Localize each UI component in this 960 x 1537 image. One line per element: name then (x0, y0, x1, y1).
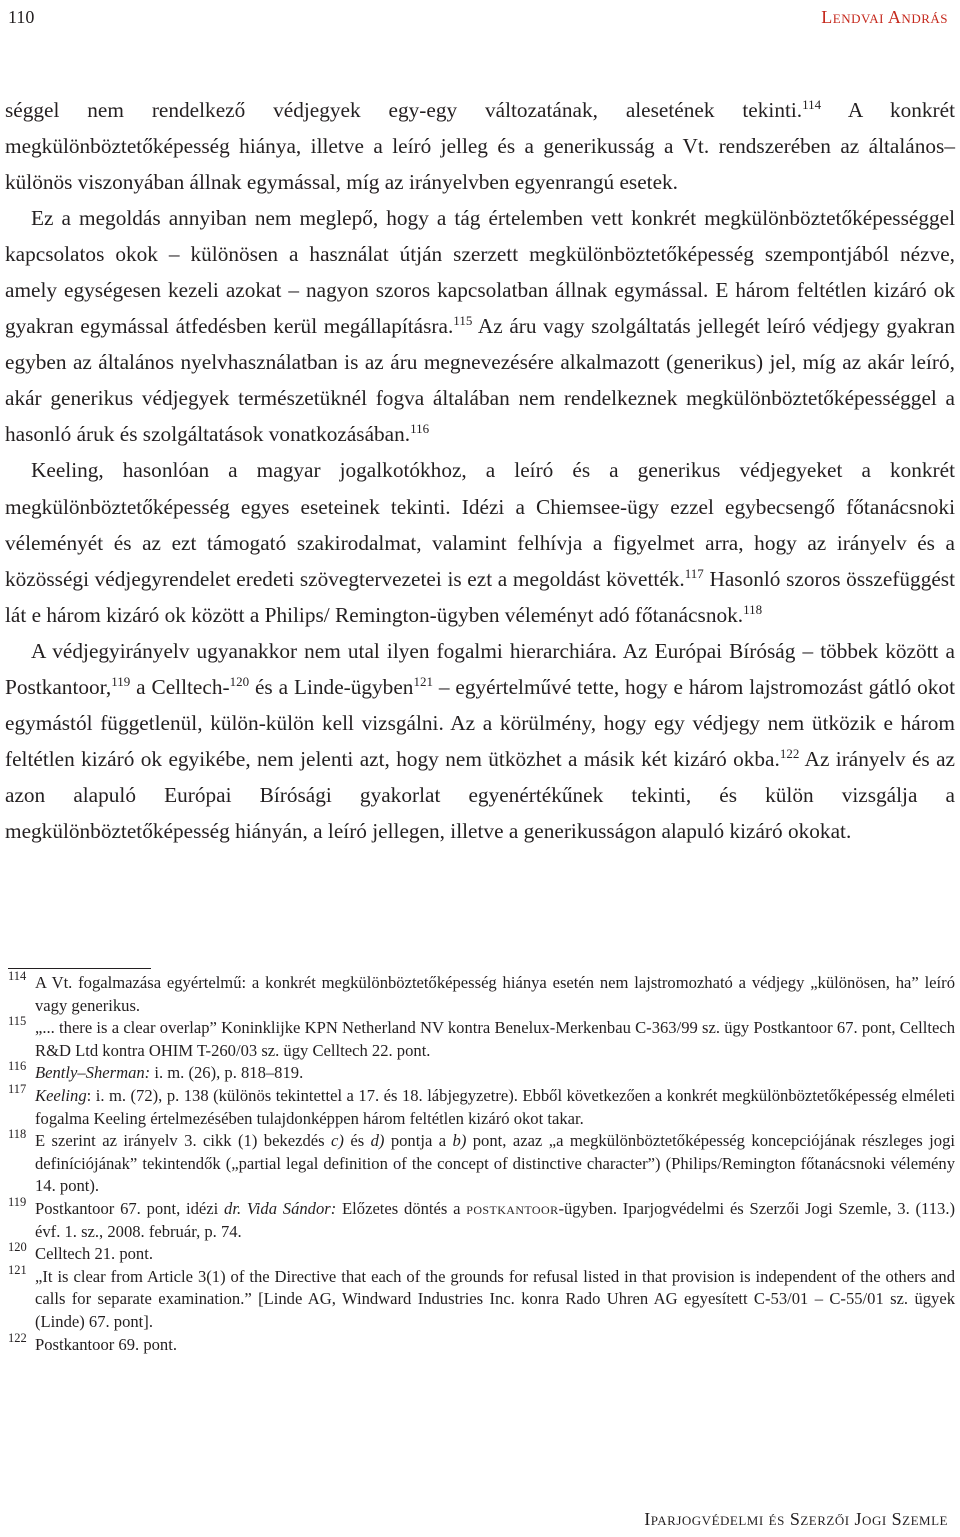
footnote-text: Előzetes döntés a (336, 1198, 467, 1218)
footnote-120 (8, 1240, 955, 1266)
footnote-italic: Bently–Sherman: (35, 1063, 151, 1083)
footnote-122 (8, 1330, 955, 1357)
footnote-number: 120 (8, 1240, 27, 1255)
footnote-ref: 116 (410, 421, 430, 437)
paragraph-text: A konkrét megkülönböztetőképesség hiánya, illetve a leíró jelleg és a generikusság a Vt. rendszerében az általános–különös viszonyában állnak egymással, míg az irányelvben egyenrangú esetek. (5, 98, 956, 195)
footnote-text: „It is clear from Article 3(1) of the Directive that each of the grounds for refusal listed in that provision is independent of the others and calls for separate examination.” [Linde AG, Windward Industries Inc. konra Rado Uhren AG egyesített C-53/01 – C-55/01 sz. ügyek (Linde) 67. pont]. (35, 1266, 955, 1331)
running-head-author: Lendvai András (821, 7, 948, 27)
footnote-115 (8, 1014, 955, 1062)
footnote-italic: b) (452, 1131, 467, 1151)
footnote-118 (8, 1127, 955, 1198)
paragraph-text: séggel nem rendelkező védjegyek egy-egy változatának, alesetének tekinti. (5, 98, 803, 122)
footnote-text: Postkantoor 67. pont, idézi (35, 1198, 225, 1218)
footnote-text: Postkantoor 69. pont. (35, 1334, 177, 1354)
paragraph-4 (5, 633, 955, 849)
footnote-divider (8, 968, 151, 969)
footnote-text: pont, azaz „a megkülönböztetőképesség koncepciójának részleges jogi definíciójának” tekintendők („partial legal definition of the concept of distinctive character”) (Philips/Remington főtanácsnoki vélemény 14. pont). (35, 1131, 955, 1196)
running-foot (8, 1506, 952, 1532)
paragraph-text: A védjegyirányelv ugyanakkor nem utal ilyen fogalmi hierarchiára. Az Európai Bíróság – többek között a Postkantoor, (5, 638, 955, 699)
footnote-number: 122 (8, 1330, 27, 1345)
footnote-number: 121 (8, 1262, 27, 1277)
running-head (8, 4, 952, 30)
footnote-116 (8, 1059, 955, 1085)
footnote-117 (8, 1081, 955, 1130)
footnote-italic: d) (370, 1131, 385, 1151)
footnote-number: 115 (8, 1014, 27, 1029)
paragraph-3 (5, 452, 955, 632)
footnote-ref: 120 (229, 673, 250, 689)
journal-title: Iparjogvédelmi és Szerzői Jogi Szemle (644, 1509, 948, 1529)
paragraph-text: – egyértelművé tette, hogy e három lajstromozást gátló okot egymástól függetlenül, külön-külön kell vizsgálni. Az a körülmény, hogy egy védjegy nem ütközik e három feltétlen kizáró ok egyikébe, nem jelenti azt, hogy nem ütközhet a másik két kizáró okba. (5, 674, 955, 771)
footnote-ref: 122 (779, 745, 800, 761)
footnote-ref: 117 (684, 565, 704, 581)
footnote-number: 116 (8, 1059, 27, 1074)
footnote-ref: 118 (743, 601, 763, 617)
footnote-text: : i. m. (72), p. 138 (különös tekintettel a 17. és 18. lábjegyzetre). Ebből következően a konkrét megkülönböztetőképesség elméleti fogalma Keeling értelmezésében tulajdonképpen három feltétlen kizáró okot takar. (35, 1085, 955, 1128)
footnote-number: 119 (8, 1194, 27, 1209)
footnote-ref: 115 (453, 313, 473, 329)
body-text (5, 92, 955, 849)
footnote-ref: 114 (802, 97, 822, 112)
paragraph-text: a Celltech- (130, 674, 230, 699)
footnote-text: Celltech 21. pont. (35, 1244, 153, 1264)
footnote-text: E szerint az irányelv 3. cikk (1) bekezdés (35, 1131, 331, 1151)
paragraph-text: Hasonló szoros összefüggést lát e három kizáró ok között a Philips/ Remington-ügyben véleményt adó főtanácsnok. (5, 566, 955, 627)
paragraph-text: és a Linde-ügyben (249, 674, 414, 699)
footnote-ref: 119 (111, 673, 131, 689)
page-number: 110 (8, 7, 35, 27)
footnote-italic: dr. Vida Sándor: (224, 1198, 337, 1218)
footnote-text: -ügyben. Iparjogvédelmi és Szerzői Jogi Szemle, 3. (113.) évf. 1. sz., 2008. február, p. 74. (35, 1198, 955, 1241)
paragraph-1 (5, 92, 955, 200)
footnote-text: A Vt. fogalmazása egyértelmű: a konkrét megkülönböztetőképesség hiánya esetén nem lajstromozható a védjegy „különösen, ha” leíró vagy generikus. (35, 973, 955, 1015)
footnote-119 (8, 1194, 955, 1243)
paragraph-text: Keeling, hasonlóan a magyar jogalkotókhoz, a leíró és a generikus védjegyeket a konkrét megkülönböztetőképesség egyes eseteinek tekinti. Idézi a Chiemsee-ügy ezzel egybecsengő főtanácsnoki véleményét és az ezt támogató szakirodalmat, valamint felhívja a figyelmet arra, hogy az irányelv és a közösségi védjegyrendelet eredeti szövegtervezetei is ezt a megoldást követték. (5, 458, 955, 591)
paragraph-text: Az irányelv és az azon alapuló Európai Bírósági gyakorlat egyenértékűnek tekinti, és külön vizsgálja a megkülönböztetőképesség hiányán, a leíró jellegen, illetve a generikusságon alapuló kizáró okokat. (5, 746, 955, 843)
footnote-text: pontja a (384, 1131, 453, 1151)
footnotes (8, 969, 955, 1356)
footnote-114 (8, 969, 955, 1017)
footnote-text: i. m. (26), p. 818–819. (150, 1063, 304, 1083)
footnote-ref: 121 (413, 673, 433, 689)
footnote-text: és (343, 1131, 371, 1151)
paragraph-text: Ez a megoldás annyiban nem meglepő, hogy a tág értelemben vett konkrét megkülönböztetőképességgel kapcsolatos okok – különösen a használat útján szerzett megkülönböztetőképesség szempontjából nézve, amely egységesen kezeli azokat – nagyon szoros kapcsolatban állnak egymással. E három feltétlen kizáró ok gyakran egymással átfedésben kerül megállapításra. (5, 206, 955, 339)
paragraph-2 (5, 200, 955, 452)
footnote-text: „... there is a clear overlap” Koninklijke KPN Netherland NV kontra Benelux-Merkenbau C-363/99 sz. ügy Postkantoor 67. pont, Celltech R&D Ltd kontra OHIM T-260/03 sz. ügy Celltech 22. pont. (35, 1018, 955, 1060)
footnote-italic: c) (331, 1131, 344, 1151)
footnote-121 (8, 1262, 955, 1334)
footnote-number: 114 (8, 969, 27, 983)
footnote-number: 118 (8, 1127, 27, 1142)
paragraph-text: Az áru vagy szolgáltatás jellegét leíró védjegy gyakran egyben az általános nyelvhasználatban is az áru megnevezésére alkalmazott (generikus) jel, míg az akár leíró, akár generikus védjegyek természetüknél fogva általában nem rendelkeznek megkülönböztetőképességgel a hasonló áruk és szolgáltatások vonatkozásában. (5, 314, 955, 447)
footnote-italic: Keeling (35, 1085, 87, 1105)
footnote-number: 117 (8, 1081, 27, 1096)
footnote-small-caps: postkantoor (466, 1198, 559, 1218)
